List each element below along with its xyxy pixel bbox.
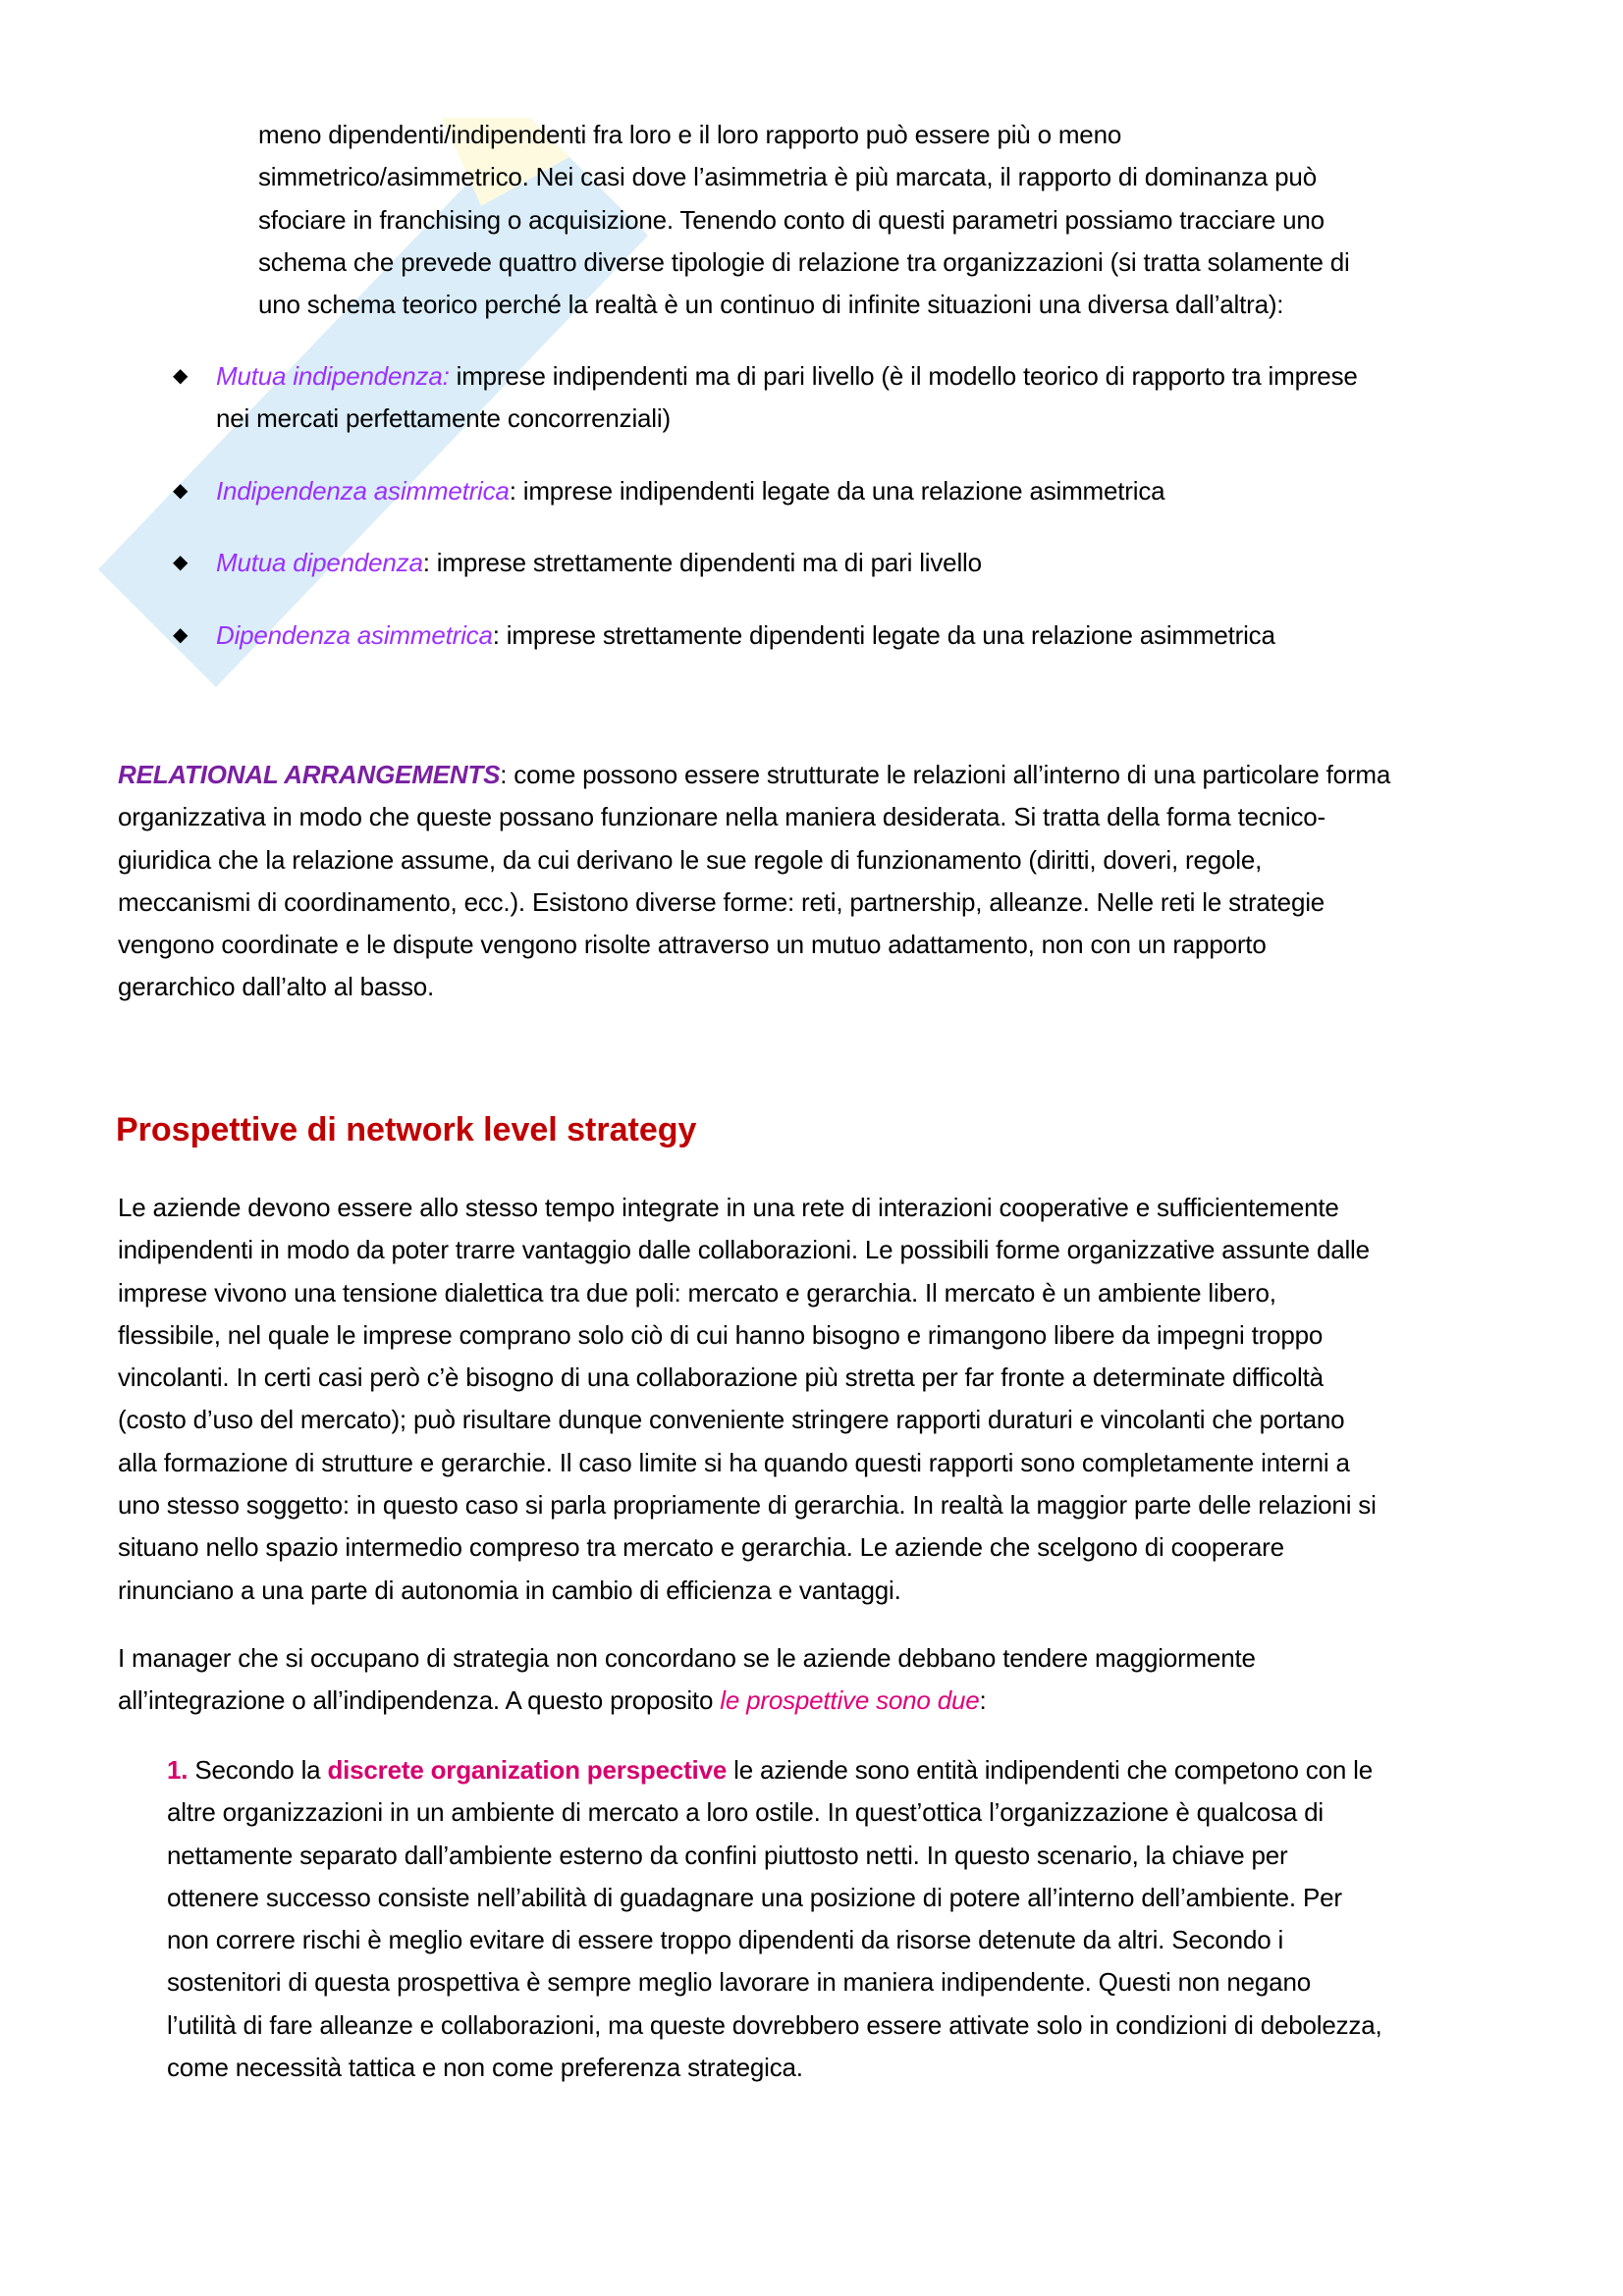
text-segment: meccanismi di coordinamento, ecc.). Esistono diverse forme: reti, partnership, alleanze. Nelle reti le strategie: [118, 886, 1325, 917]
text-segment: non correre rischi è meglio evitare di essere troppo dipendenti da risorse detenute da altri. Secondo i: [167, 1925, 1284, 1955]
text-line: [118, 1680, 1256, 1722]
text-segment: sostenitori di questa prospettiva è sempre meglio lavorare in maniera indipendente. Questi non negano: [167, 1967, 1311, 1998]
highlighted-term: 1.: [167, 1755, 189, 1785]
text-segment: schema che prevede quattro diverse tipologie di relazione tra organizzazioni (si tratta solamente di: [258, 246, 1350, 277]
text-segment: nettamente separato dall’ambiente esterno da confini piuttosto netti. In questo scenario, la chiave per: [167, 1840, 1288, 1870]
text-line: [118, 839, 1390, 881]
text-line: [258, 199, 1350, 241]
bullet-diamond-icon: ◆: [173, 552, 189, 573]
text-segment: : imprese strettamente dipendenti ma di pari livello: [422, 548, 982, 577]
bullet-diamond-icon: ◆: [173, 365, 189, 387]
bullet-item-mutua-dipendenza: [173, 542, 982, 584]
text-line: [118, 1637, 1256, 1680]
text-line: [118, 1272, 1377, 1314]
text-segment: come necessità tattica e non come preferenza strategica.: [167, 2053, 803, 2083]
text-segment: I manager che si occupano di strategia non concordano se le aziende debbano tendere maggiormente: [118, 1643, 1256, 1673]
text-line: [167, 1961, 1382, 2003]
text-line: [118, 1229, 1377, 1271]
text-line: [216, 398, 1358, 440]
section-heading: Prospettive di network level strategy: [116, 1111, 697, 1148]
text-segment: simmetrico/asimmetrico. Nei casi dove l’asimmetria è più marcata, il rapporto di dominanza può: [258, 162, 1317, 192]
text-line: [216, 614, 1275, 657]
text-line: [216, 542, 982, 584]
text-line: [118, 1399, 1377, 1441]
text-segment: altre organizzazioni in un ambiente di mercato a loro ostile. In quest’ottica l’organizzazione è qualcosa di: [167, 1797, 1324, 1828]
text-segment: vengono coordinate e le dispute vengono risolte attraverso un mutuo adattamento, non con un rapporto: [118, 930, 1267, 960]
text-line: [167, 1877, 1382, 1919]
highlighted-term: discrete organization perspective: [327, 1755, 728, 1785]
highlighted-term: Dipendenza asimmetrica: [216, 620, 493, 650]
text-line: [118, 966, 1390, 1008]
highlighted-term: le prospettive sono due: [720, 1685, 980, 1716]
text-segment: l’utilità di fare alleanze e collaborazioni, ma queste dovrebbero essere attivate solo in condizioni di debolezza,: [167, 2009, 1382, 2040]
text-segment: giuridica che la relazione assume, da cui derivano le sue regole di funzionamento (diritti, doveri, regole,: [118, 844, 1263, 875]
bullet-item-mutua-indipendenza: [173, 355, 1358, 441]
network-strategy-paragraph: [118, 1187, 1377, 1612]
text-segment: imprese indipendenti ma di pari livello (è il modello teorico di rapporto tra imprese: [449, 361, 1358, 391]
text-segment: all’integrazione o all’indipendenza. A questo proposito: [118, 1685, 721, 1716]
text-line: [216, 470, 1164, 512]
text-segment: uno schema teorico perché la realtà è un continuo di infinite situazioni una diversa dall’altra):: [258, 290, 1284, 320]
text-line: [118, 796, 1390, 838]
text-line: [167, 1919, 1382, 1961]
text-segment: Secondo la: [188, 1755, 328, 1785]
highlighted-term: Mutua indipendenza:: [216, 361, 450, 391]
text-segment: indipendenti in modo da poter trarre vantaggio dalle collaborazioni. Le possibili forme organizzative assunte dalle: [118, 1235, 1370, 1265]
text-line: [258, 114, 1350, 156]
text-line: [118, 1187, 1377, 1229]
text-line: [118, 754, 1390, 796]
text-line: [167, 1835, 1382, 1877]
text-segment: flessibile, nel quale le imprese comprano solo ciò di cui hanno bisogno e rimangono libere da impegni troppo: [118, 1319, 1324, 1350]
text-segment: Le aziende devono essere allo stesso tempo integrate in una rete di interazioni cooperative e sufficientemente: [118, 1193, 1339, 1222]
text-line: [167, 1791, 1382, 1834]
text-line: [118, 1314, 1377, 1357]
bullet-diamond-icon: ◆: [173, 480, 189, 502]
text-line: [167, 2047, 1382, 2089]
highlighted-term: RELATIONAL ARRANGEMENTS: [118, 760, 501, 789]
text-segment: ottenere successo consiste nell’abilità di guadagnare una posizione di potere all’interno dell’ambiente. Per: [167, 1882, 1342, 1912]
text-segment: sfociare in franchising o acquisizione. Tenendo conto di questi parametri possiamo tracciare uno: [258, 204, 1325, 235]
bullet-item-indipendenza-asimmetrica: [173, 470, 1165, 512]
text-segment: imprese vivono una tensione dialettica tra due poli: mercato e gerarchia. Il mercato è un ambiente libero,: [118, 1277, 1276, 1308]
text-segment: situano nello spazio intermedio compreso tra mercato e gerarchia. Le aziende che scelgono di cooperare: [118, 1532, 1284, 1563]
numbered-item-discrete-organization: [167, 1749, 1382, 2089]
text-line: [118, 1357, 1377, 1399]
relational-arrangements-paragraph: [118, 754, 1390, 1009]
text-line: [258, 241, 1350, 284]
highlighted-term: Indipendenza asimmetrica: [216, 476, 510, 506]
text-line: [118, 1526, 1377, 1569]
text-segment: : imprese strettamente dipendenti legate da una relazione asimmetrica: [492, 620, 1275, 650]
text-segment: : imprese indipendenti legate da una relazione asimmetrica: [509, 476, 1165, 506]
text-segment: (costo d’uso del mercato); può risultare dunque conveniente stringere rapporti duraturi e vincolanti che portano: [118, 1405, 1345, 1435]
text-line: [258, 284, 1350, 326]
bullet-item-dipendenza-asimmetrica: [173, 614, 1275, 657]
text-line: [118, 1570, 1377, 1612]
text-line: [118, 881, 1390, 924]
text-segment: : come possono essere strutturate le relazioni all’interno di una particolare forma: [500, 760, 1391, 789]
text-segment: organizzativa in modo che queste possano funzionare nella maniera desiderata. Si tratta della forma tecnico-: [118, 802, 1326, 832]
text-segment: le aziende sono entità indipendenti che competono con le: [727, 1755, 1373, 1785]
intro-paragraph: [258, 114, 1350, 326]
text-segment: uno stesso soggetto: in questo caso si parla propriamente di gerarchia. In realtà la maggior parte delle relazioni si: [118, 1490, 1377, 1521]
text-segment: vincolanti. In certi casi però c’è bisogno di una collaborazione più stretta per far fronte a determinate difficoltà: [118, 1362, 1324, 1393]
text-line: [216, 355, 1358, 398]
text-line: [167, 2004, 1382, 2047]
text-segment: gerarchico dall’alto al basso.: [118, 972, 435, 1002]
text-segment: meno dipendenti/indipendenti fra loro e il loro rapporto può essere più o meno: [258, 120, 1122, 149]
bullet-diamond-icon: ◆: [173, 624, 189, 646]
text-line: [118, 924, 1390, 966]
highlighted-term: Mutua dipendenza: [216, 548, 423, 577]
text-line: [118, 1484, 1377, 1526]
text-line: [118, 1442, 1377, 1484]
text-segment: :: [979, 1685, 987, 1716]
text-segment: alla formazione di strutture e gerarchie. Il caso limite si ha quando questi rapporti sono completamente interni a: [118, 1447, 1350, 1477]
text-line: [167, 1749, 1382, 1791]
text-segment: rinunciano a una parte di autonomia in cambio di efficienza e vantaggi.: [118, 1575, 901, 1605]
text-line: [258, 156, 1350, 198]
managers-paragraph: [118, 1637, 1256, 1723]
text-segment: nei mercati perfettamente concorrenziali): [216, 403, 671, 434]
